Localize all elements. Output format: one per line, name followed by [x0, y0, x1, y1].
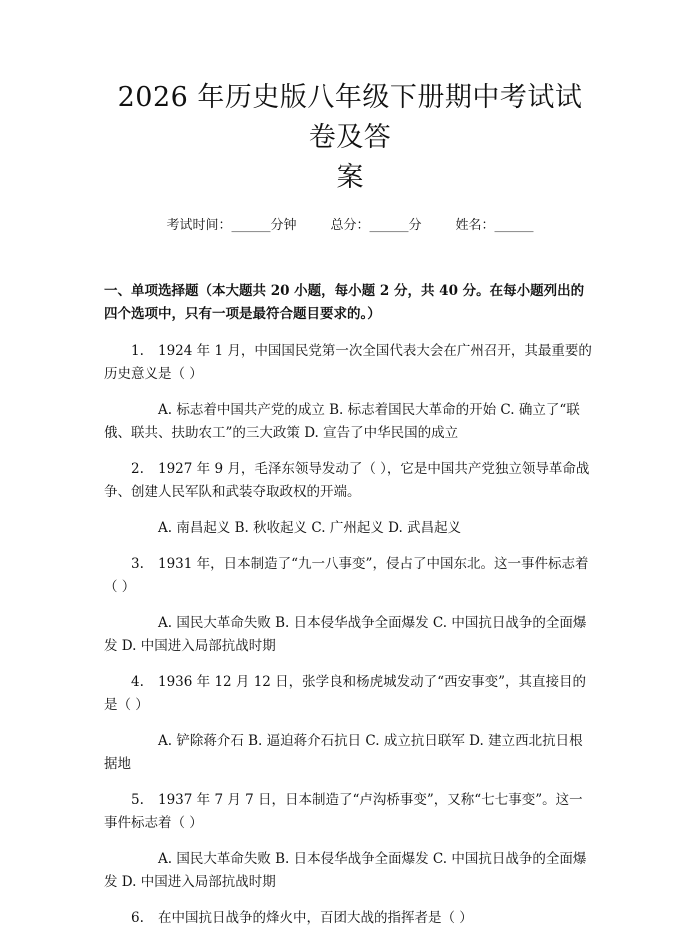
question-number: 5. — [131, 792, 144, 808]
question-stem: 1931 年，日本制造了“九一八事变”，侵占了中国东北。这一事件标志着（ ） — [104, 556, 589, 595]
exam-meta — [104, 216, 596, 236]
question-item — [104, 340, 596, 386]
question-item — [104, 789, 596, 835]
question-number: 4. — [131, 674, 144, 690]
question-stem: 1924 年 1 月，中国国民党第一次全国代表大会在广州召开，其最重要的历史意义是（ ） — [104, 343, 592, 382]
question-stem: 在中国抗日战争的烽火中，百团大战的指挥者是（ ） — [158, 910, 473, 926]
page-title-continued: 案 — [336, 162, 364, 193]
question-stem: 1927 年 9 月，毛泽东领导发动了（ ），它是中国共产党独立领导革命战争、创建人民军队和武装夺取政权的开端。 — [104, 461, 590, 500]
student-name: 姓名：______ — [455, 218, 534, 233]
question-stem: 1936 年 12 月 12 日，张学良和杨虎城发动了“西安事变”，其直接目的是（ ） — [104, 674, 586, 713]
total-score: 总分：______分 — [330, 218, 422, 233]
question-item — [104, 553, 596, 599]
question-options: A. 南昌起义 B. 秋收起义 C. 广州起义 D. 武昌起义 — [158, 520, 462, 536]
question-number: 3. — [131, 556, 144, 572]
question-options: A. 国民大革命失败 B. 日本侵华战争全面爆发 C. 中国抗日战争的全面爆发 D. 中国进入局部抗战时期 — [104, 851, 587, 890]
question-list — [104, 340, 596, 930]
question-options: A. 铲除蒋介石 B. 逼迫蒋介石抗日 C. 成立抗日联军 D. 建立西北抗日根据地 — [104, 733, 583, 772]
section-heading: 一、单项选择题（本大题共 20 小题，每小题 2 分，共 40 分。在每小题列出的四个选项中，只有一项是最符合题目要求的。） — [104, 283, 585, 322]
question-item — [104, 671, 596, 717]
page-title: 2026 年历史版八年级下册期中考试试卷及答 — [117, 82, 583, 153]
question-number: 6. — [131, 910, 144, 926]
question-stem: 1937 年 7 月 7 日，日本制造了“卢沟桥事变”，又称“七七事变”。这一事件标志着（ ） — [104, 792, 583, 831]
exam-time: 考试时间：______分钟 — [166, 218, 297, 233]
question-item — [104, 907, 596, 930]
question-number: 1. — [131, 343, 144, 359]
question-options: A. 标志着中国共产党的成立 B. 标志着国民大革命的开始 C. 确立了“联俄、联共、扶助农工”的三大政策 D. 宣告了中华民国的成立 — [104, 402, 580, 441]
question-item — [104, 458, 596, 504]
question-number: 2. — [131, 461, 144, 477]
question-options: A. 国民大革命失败 B. 日本侵华战争全面爆发 C. 中国抗日战争的全面爆发 D. 中国进入局部抗战时期 — [104, 615, 587, 654]
